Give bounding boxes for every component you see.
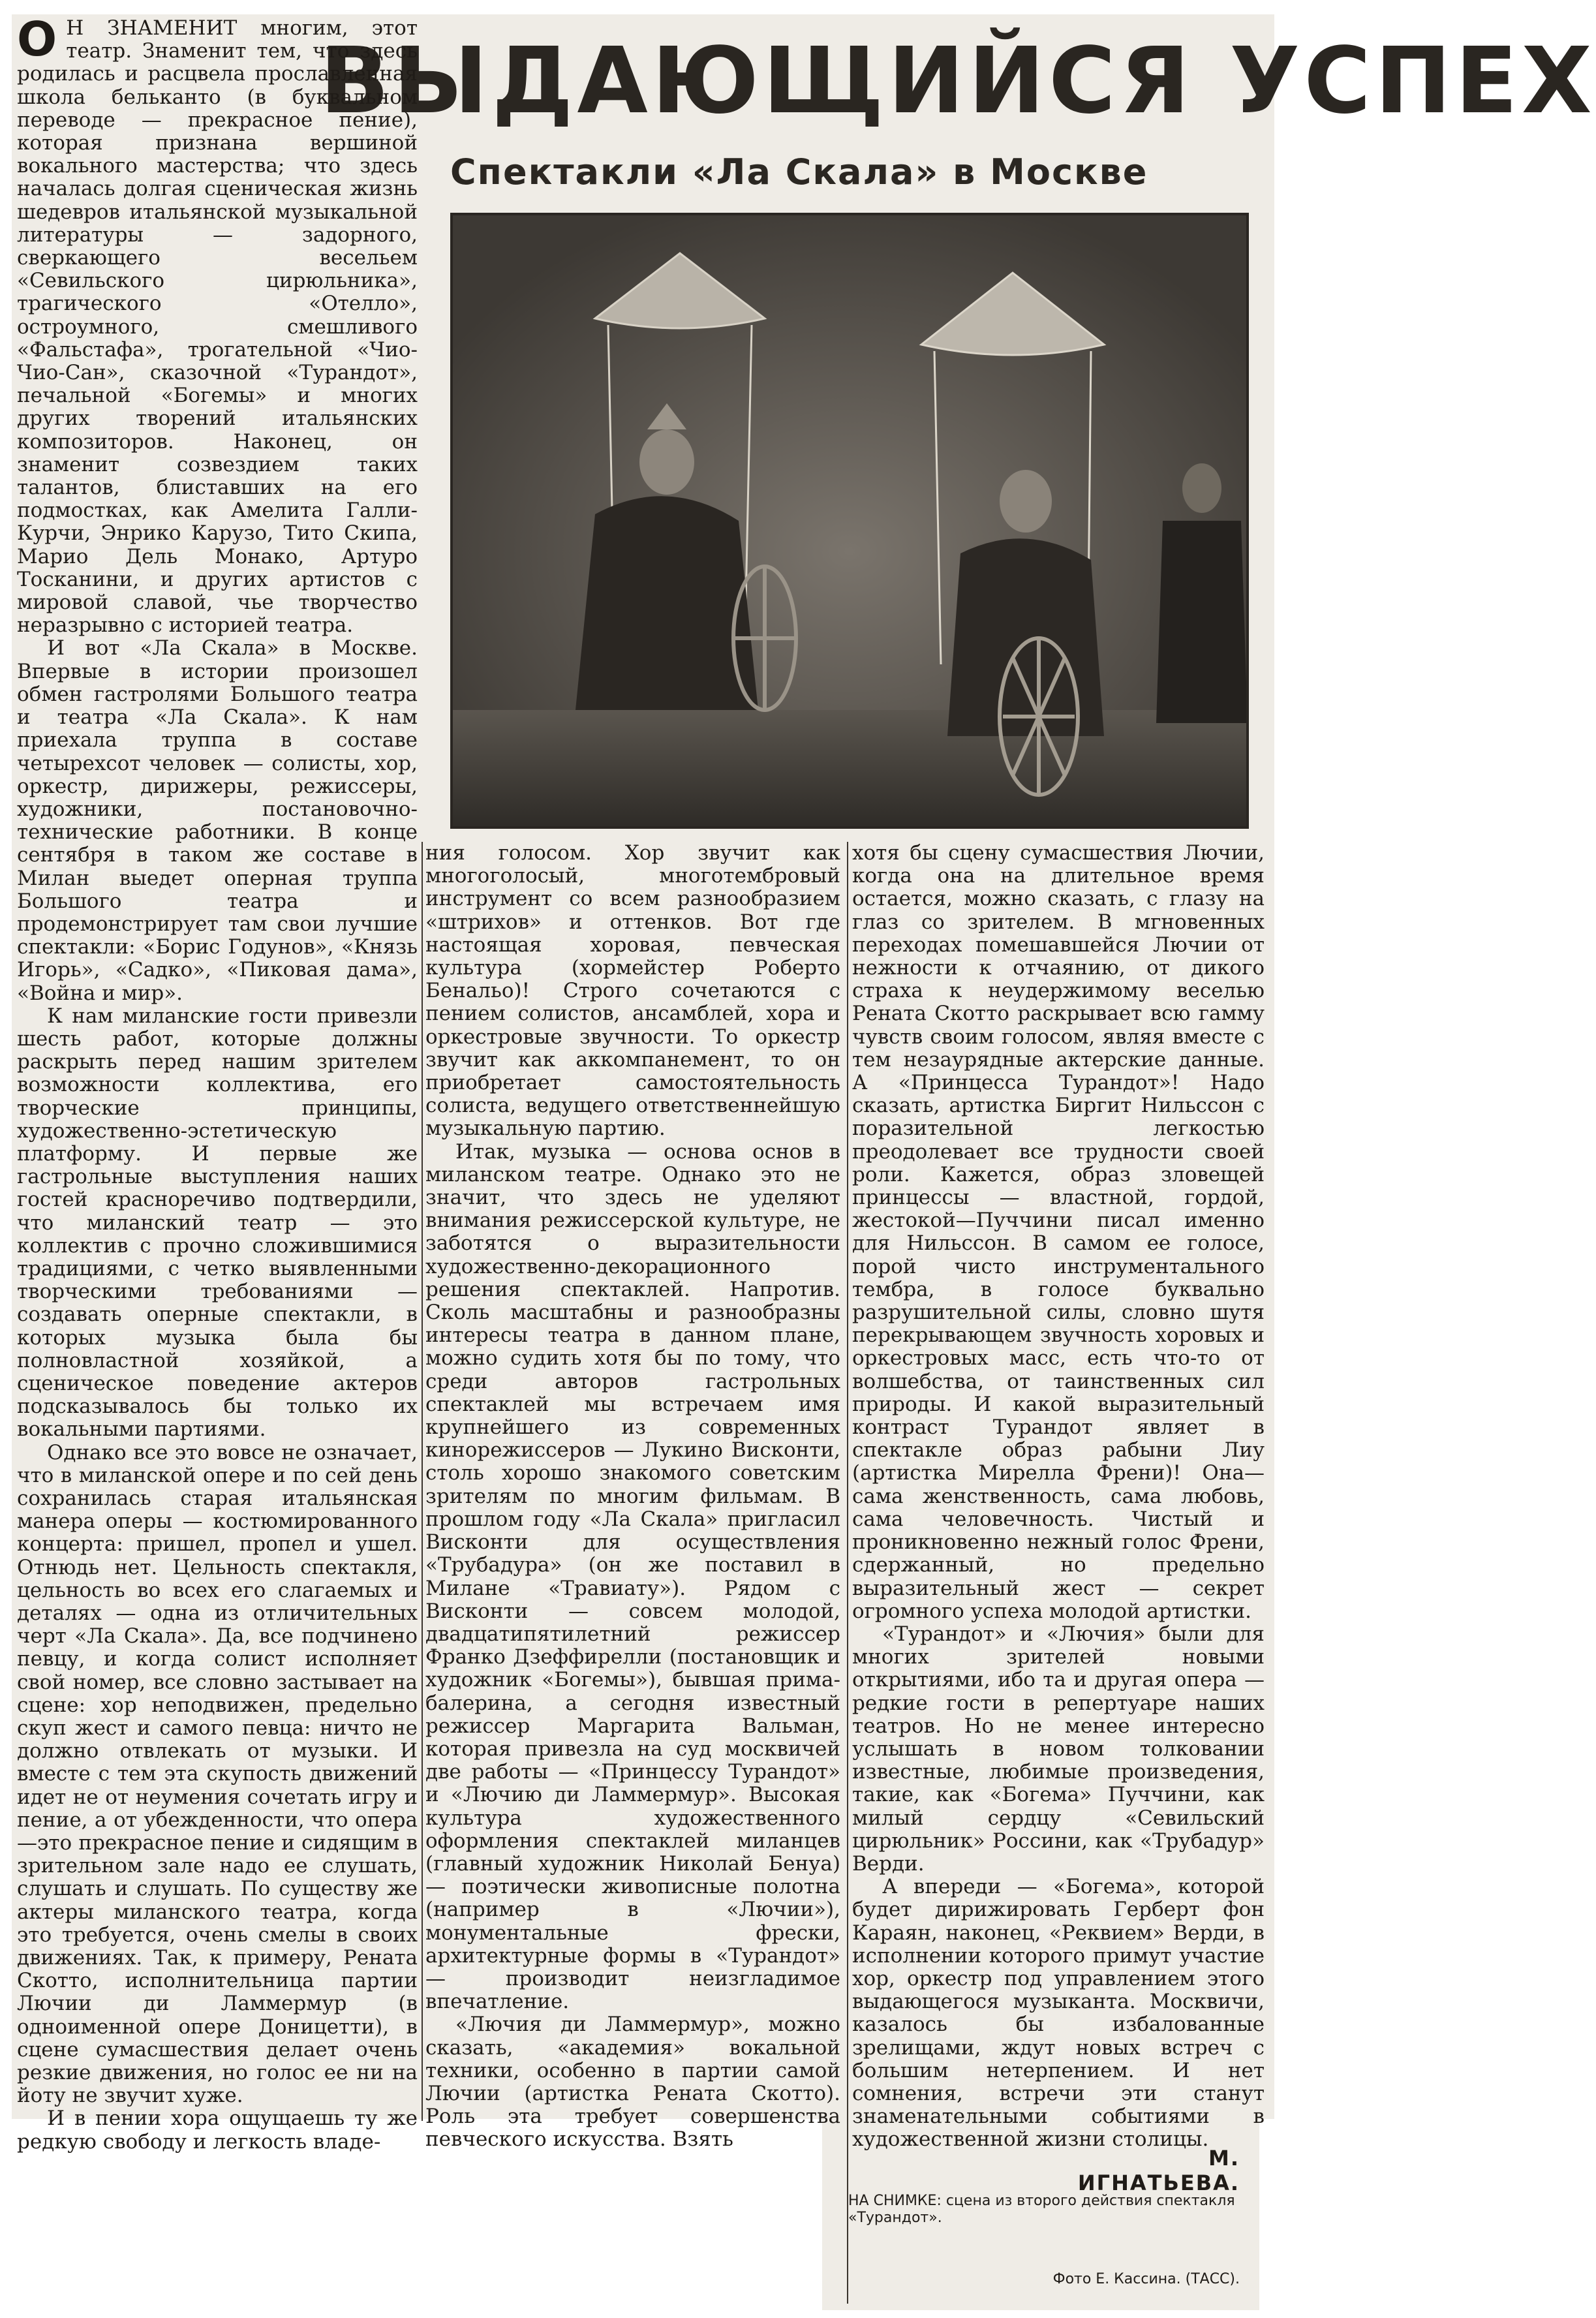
paragraph-5: И в пении хора ощущаешь ту же редкую свободу и легкость владе- [17,2107,418,2154]
paragraph-7: Итак, музыка — основа основ в миланском театре. Однако это не значит, что здесь не уделяют внимания режиссерской культуре, не заботятся о выразительности художественно-декорационного решения спектаклей. Напротив. Сколь масштабны и разнообразны интересы театра в данном плане, можно судить хотя бы по тому, что среди авторов гастрольных спектаклей мы встречаем имя крупнейшего из современных кинорежиссеров — Лукино Висконти, столь хорошо знакомого советским зрителям по многим фильмам. В прошлом году «Ла Скала» пригласил Висконти для осуществления «Трубадура» (он же поставил в Милане «Травиату»). Рядом с Висконти — совсем молодой, двадцатипятилетний режиссер Франко Дзеффирелли (постановщик и художник «Богемы»), бывшая прима-балерина, а сегодня известный режиссер Маргарита Вальман, которая привезла на суд москвичей две работы — «Принцессу Турандот» и «Лючию ди Ламмермур». Высокая культура художественного оформления спектаклей миланцев (главный художник Николай Бенуа) — поэтически живописные полотна (например в «Лючии»), монументальные фрески, архитектурные формы в «Турандот» — производит неизгладимое впечатление. [425,1139,840,2014]
paragraph-1 [17,12,418,638]
paragraph-4: Однако все это вовсе не означает, что в миланской опере и по сей день сохранилась старая итальянская манера оперы — костюмированного концерта: пришел, пропел и ушел. Отнюдь нет. Цельность спектакля, цельность во всех его слагаемых и деталях — одна из отличительных черт «Ла Скала». Да, все подчинено певцу, и когда солист исполняет свой номер, все словно застывает на сцене: хор неподвижен, предельно скуп жест и самого певца: ничто не должно отвлекать от музыки. И вместе с тем эта скупость движений идет не от неумения сочетать игру и пение, а от убежденности, что опера—это прекрасное пение и сидящим в зрительном зале надо ее слушать, слушать и слушать. По существу же актеры миланского театра, когда это требуется, очень смелы в своих движениях. Так, к примеру, Рената Скотто, исполнительница партии Лючии ди Ламмермур (в одноименной опере Доницетти), в сцене сумасшествия делает очень резкие движения, но голос ее ни на йоту не звучит хуже. [17,1440,418,2108]
author-signature: М. ИГНАТЬЕВА. [1077,2146,1240,2195]
paragraph-6: ния голосом. Хор звучит как многоголосый, многотембровый инструмент со всем разнообразием «штрихов» и оттенков. Вот где настоящая хоровая, певческая культура (хормейстер Роберто Бенальо)! Строго сочетаются с пением солистов, ансамблей, хора и оркестровые звучности. То оркестр звучит как аккомпанемент, то он приобретает самостоятельность солиста, ведущего ответственнейшую музыкальную партию. [425,841,840,1141]
paragraph-3: К нам миланские гости привезли шесть работ, которые должны раскрыть перед нашим зрителем возможности коллектива, его творческие принципы, художественно-эстетическую платформу. И первые же гастрольные выступления наших гостей красноречиво подтвердили, что миланский театр — это коллектив с прочно сложившимися традициями, с четко выявленными творческими требованиями — создавать оперные спектакли, в которых музыка была бы полновластной хозяйкой, а сценическое поведение актеров подсказывалось бы только их вокальными партиями. [17,1004,418,1442]
paragraph-11: А впереди — «Богема», которой будет дирижировать Герберт фон Караян, наконец, «Реквием» Верди, в исполнении которого примут участие хор, оркестр под управлением этого выдающегося музыканта. Москвичи, казалось бы избалованные зрелищами, ждут новых встреч с большим нетерпением. И нет сомнения, встречи эти станут знаменательными событиями в художественной жизни столицы. [852,1875,1265,2152]
article-column-1 [17,12,418,2154]
article-column-2 [425,842,840,2152]
column-rule-2 [847,842,848,2304]
drop-cap: О [17,12,57,67]
subheadline: Спектакли «Ла Скала» в Москве [450,151,1148,193]
article-column-3 [852,842,1265,2152]
wheel-left [733,566,796,710]
photo-credit: Фото Е. Кассина. (ТАСС). [1052,2271,1240,2287]
paragraph-2: И вот «Ла Скала» в Москве. Впервые в истории произошел обмен гастролями Большого театра и театра «Ла Скала». К нам приехала труппа в составе четырехсот человек — солисты, хор, оркестр, дирижеры, режиссеры, художники, постановочно-технические работники. В конце сентября в таком же составе в Милан выедет оперная труппа Большого театра и продемонстрирует там свои лучшие спектакли: «Борис Годунов», «Князь Игорь», «Садко», «Пиковая дама», «Война и мир». [17,636,418,1005]
paragraph-8: «Лючия ди Ламмермур», можно сказать, «академия» вокальной техники, особенно в партии самой Лючии (артистка Рената Скотто). Роль эта требует совершенства певческого искусства. Взять [425,2013,840,2152]
paragraph-10: «Турандот» и «Лючия» были для многих зрителей новыми открытиями, ибо та и другая опера — редкие гости в репертуаре наших театров. Но не менее интересно услышать в новом толковании известные, любимые произведения, такие, как «Богема» Пуччини, как милый сердцу «Севильский цирюльник» Россини, как «Трубадур» Верди. [852,1622,1265,1876]
photo-caption: НА СНИМКЕ: сцена из второго действия спектакля «Турандот». [848,2193,1235,2226]
paragraph-9: хотя бы сцену сумасшествия Лючии, когда она на длительное время остается, можно сказать, с глазу на глаз со зрителем. В мгновенных переходах помешавшейся Лючии от нежности к отчаянию, от дикого страха к неудержимому веселью Рената Скотто раскрывает всю гамму чувств своим голосом, являя вместе с тем незаурядные актерские данные. А «Принцесса Турандот»! Надо сказать, артистка Биргит Нильссон с поразительной легкостью преодолевает все трудности своей роли. Кажется, образ зловещей принцессы — властной, гордой, жестокой—Пуччини писал именно для Нильссон. В самом ее голосе, порой чисто инструментального тембра, в голосе буквально разрушительной силы, словно шутя перекрывающем звучность хоровых и оркестровых масс, есть что-то от волшебства, от таинственных сил природы. И какой выразительный контраст Турандот являет в спектакле образ рабыни Лиу (артистка Мирелла Френи)! Она—сама женственность, сама любовь, сама человечность. Чистый и проникновенно нежный голос Френи, сдержанный, но предельно выразительный жест — секрет огромного успеха молодой артистки. [852,841,1265,1623]
column-rule-1 [422,842,423,2121]
paragraph-1-text: Н ЗНАМЕНИТ многим, этот театр. Знаменит тем, что здесь родилась и расцвела прославленная школа бельканто (в буквальном переводе — прекрасное пение), которая признана вершиной вокального мастерства; что здесь началась долгая сценическая жизнь шедевров итальянской музыкальной литературы — задорного, сверкающего весельем «Севильского цирюльника», трагического «Отелло», остроумного, смешливого «Фальстафа», трогательной «Чио-Чио-Сан», сказочной «Турандот», печальной «Богемы» и многих других творений итальянских композиторов. Наконец, он знаменит созвездием таких талантов, блиставших на его подмостках, как Амелита Галли-Курчи, Энрико Карузо, Тито Скипа, Марио Дель Монако, Артуро Тосканини, и других артистов с мировой славой, чье творчество неразрывно с историей театра. [17,16,418,638]
wheel-right [1000,638,1078,795]
stage-photo [452,214,1248,827]
headline: ВЫДАЮЩИЙСЯ УСПЕХ [320,28,1596,134]
